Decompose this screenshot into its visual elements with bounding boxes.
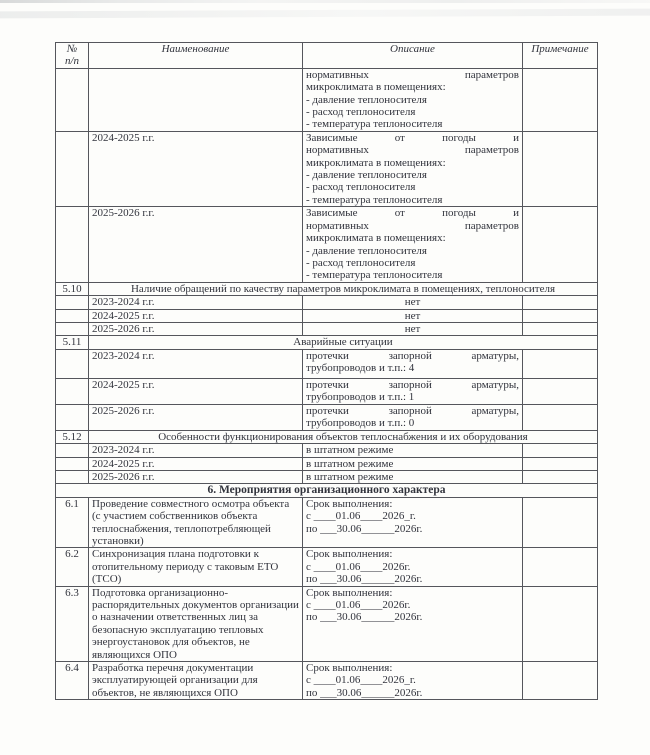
description-line: трубопроводов и т.п.: 0: [306, 417, 415, 430]
name-cell: 2023-2024 г.г.: [89, 296, 303, 309]
description-line: с ____01.06____2026г.: [306, 599, 411, 612]
scan-artifact-band: [0, 9, 650, 19]
name-cell: Подготовка организационно-распорядительных документов организации о назначении ответственных лиц за безопасную эксплуатацию тепловых энергоустановок для объектов, не являющихся ОПО: [89, 586, 303, 661]
name-cell: [89, 68, 303, 131]
description-cell: [303, 444, 523, 457]
row-number-cell: [56, 207, 89, 282]
description-cell: [303, 662, 523, 700]
description-line: - температура теплоносителя: [306, 193, 443, 206]
name-cell: 2024-2025 г.г.: [89, 131, 303, 206]
name-cell: 2023-2024 г.г.: [89, 349, 303, 378]
description-cell: [303, 349, 523, 378]
description-line: - давление теплоносителя: [306, 169, 427, 182]
description-line: трубопроводов и т.п.: 1: [306, 391, 415, 404]
section-title-cell: 6. Мероприятия организационного характера: [56, 484, 598, 497]
table-row: [56, 457, 598, 470]
description-line: в штатном режиме: [306, 457, 394, 470]
note-cell: [523, 497, 598, 548]
note-cell: [523, 322, 598, 335]
row-number-cell: [56, 444, 89, 457]
group-header-row: [56, 430, 598, 443]
description-cell: [303, 378, 523, 404]
description-line: с ____01.06____2026_г.: [306, 510, 416, 523]
name-cell: 2025-2026 г.г.: [89, 207, 303, 282]
table-header-row: [56, 43, 598, 69]
name-cell: Разработка перечня документации эксплуатирующей организации для объектов, не являющихся ОПО: [89, 662, 303, 700]
note-cell: [523, 548, 598, 586]
name-cell: 2024-2025 г.г.: [89, 378, 303, 404]
note-cell: [523, 586, 598, 661]
description-line: Срок выполнения:: [306, 662, 393, 675]
name-cell: Проведение совместного осмотра объекта (с участием собственников объекта теплоснабжения, теплопотребляющей установки): [89, 497, 303, 548]
table-row: [56, 349, 598, 378]
table-row: [56, 378, 598, 404]
description-cell: [303, 322, 523, 335]
name-cell: 2024-2025 г.г.: [89, 457, 303, 470]
description-line: - расход теплоносителя: [306, 106, 416, 119]
name-cell: 2023-2024 г.г.: [89, 444, 303, 457]
description-cell: [303, 548, 523, 586]
description-cell: [303, 457, 523, 470]
note-cell: [523, 457, 598, 470]
group-title-cell: Особенности функционирования объектов теплоснабжения и их оборудования: [89, 430, 598, 443]
description-line: по ___30.06______2026г.: [306, 686, 423, 699]
table-row: [56, 68, 598, 131]
description-line: микроклимата в помещениях:: [306, 156, 446, 169]
row-number-cell: [56, 296, 89, 309]
description-line: в штатном режиме: [306, 444, 394, 457]
col-header-description: Описание: [303, 43, 523, 69]
name-cell: 2024-2025 г.г.: [89, 309, 303, 322]
description-line: нет: [404, 296, 421, 309]
note-cell: [523, 444, 598, 457]
table-body: [56, 68, 598, 699]
col-header-num-line2: п/п: [64, 55, 80, 68]
row-number-cell: [56, 322, 89, 335]
note-cell: [523, 296, 598, 309]
col-header-name: Наименование: [89, 43, 303, 69]
description-line: в штатном режиме: [306, 470, 394, 483]
note-cell: [523, 470, 598, 483]
row-number-cell: [56, 404, 89, 430]
row-number-cell: 6.2: [56, 548, 89, 586]
description-line: протечки запорной арматуры,: [306, 349, 519, 362]
row-number-cell: 5.11: [56, 336, 89, 349]
table-row: [56, 470, 598, 483]
col-header-num: [56, 43, 89, 69]
row-number-cell: 5.10: [56, 282, 89, 295]
table-row: [56, 404, 598, 430]
row-number-cell: [56, 309, 89, 322]
row-number-cell: 5.12: [56, 430, 89, 443]
description-line: - давление теплоносителя: [306, 244, 427, 257]
row-number-cell: [56, 470, 89, 483]
description-line: - расход теплоносителя: [306, 256, 416, 269]
table-row: [56, 322, 598, 335]
note-cell: [523, 131, 598, 206]
name-cell: 2025-2026 г.г.: [89, 404, 303, 430]
description-line: - температура теплоносителя: [306, 269, 443, 282]
description-line: - температура теплоносителя: [306, 118, 443, 131]
document-table: [55, 42, 598, 700]
table-row: [56, 309, 598, 322]
description-line: трубопроводов и т.п.: 4: [306, 362, 415, 375]
table-row: [56, 131, 598, 206]
description-cell: [303, 207, 523, 282]
description-line: нормативных параметров: [306, 144, 519, 157]
description-line: микроклимата в помещениях:: [306, 232, 446, 245]
row-number-cell: [56, 378, 89, 404]
description-cell: [303, 586, 523, 661]
description-line: - давление теплоносителя: [306, 93, 427, 106]
note-cell: [523, 378, 598, 404]
group-title-cell: Наличие обращений по качеству параметров микроклимата в помещениях, теплоносителя: [89, 282, 598, 295]
note-cell: [523, 662, 598, 700]
description-line: Зависимые от погоды и: [306, 207, 519, 220]
description-line: Срок выполнения:: [306, 548, 393, 561]
description-cell: [303, 470, 523, 483]
name-cell: 2025-2026 г.г.: [89, 470, 303, 483]
note-cell: [523, 349, 598, 378]
table-row: [56, 296, 598, 309]
row-number-cell: [56, 131, 89, 206]
description-line: нет: [404, 322, 421, 335]
description-cell: [303, 497, 523, 548]
group-header-row: [56, 336, 598, 349]
row-number-cell: [56, 349, 89, 378]
description-line: нормативных параметров: [306, 68, 519, 81]
description-cell: [303, 404, 523, 430]
scan-artifact-top: [0, 0, 650, 3]
row-number-cell: 6.1: [56, 497, 89, 548]
description-line: Зависимые от погоды и: [306, 131, 519, 144]
name-cell: Синхронизация плана подготовки к отопительному периоду с таковым ЕТО (ТСО): [89, 548, 303, 586]
table-row: [56, 207, 598, 282]
row-number-cell: 6.4: [56, 662, 89, 700]
description-line: нормативных параметров: [306, 219, 519, 232]
description-cell: [303, 309, 523, 322]
note-cell: [523, 68, 598, 131]
description-line: по ___30.06______2026г.: [306, 522, 423, 535]
group-header-row: [56, 282, 598, 295]
description-line: Срок выполнения:: [306, 497, 393, 510]
col-header-num-line1: №: [66, 43, 78, 55]
description-line: по ___30.06______2026г.: [306, 611, 423, 624]
description-line: с ____01.06____2026_г.: [306, 674, 416, 687]
table-row: [56, 444, 598, 457]
table-row: [56, 586, 598, 661]
name-cell: 2025-2026 г.г.: [89, 322, 303, 335]
description-line: протечки запорной арматуры,: [306, 378, 519, 391]
section-title-row: [56, 484, 598, 497]
table-row: [56, 662, 598, 700]
table-row: [56, 548, 598, 586]
note-cell: [523, 309, 598, 322]
description-line: микроклимата в помещениях:: [306, 81, 446, 94]
row-number-cell: 6.3: [56, 586, 89, 661]
description-line: - расход теплоносителя: [306, 181, 416, 194]
col-header-note: Примечание: [523, 43, 598, 69]
description-cell: [303, 68, 523, 131]
description-cell: [303, 131, 523, 206]
group-title-cell: Аварийные ситуации: [89, 336, 598, 349]
description-cell: [303, 296, 523, 309]
description-line: по ___30.06______2026г.: [306, 573, 423, 586]
row-number-cell: [56, 457, 89, 470]
note-cell: [523, 404, 598, 430]
description-line: с ____01.06____2026г.: [306, 560, 411, 573]
description-line: нет: [404, 309, 421, 322]
description-line: протечки запорной арматуры,: [306, 404, 519, 417]
description-line: Срок выполнения:: [306, 586, 393, 599]
table-row: [56, 497, 598, 548]
row-number-cell: [56, 68, 89, 131]
note-cell: [523, 207, 598, 282]
